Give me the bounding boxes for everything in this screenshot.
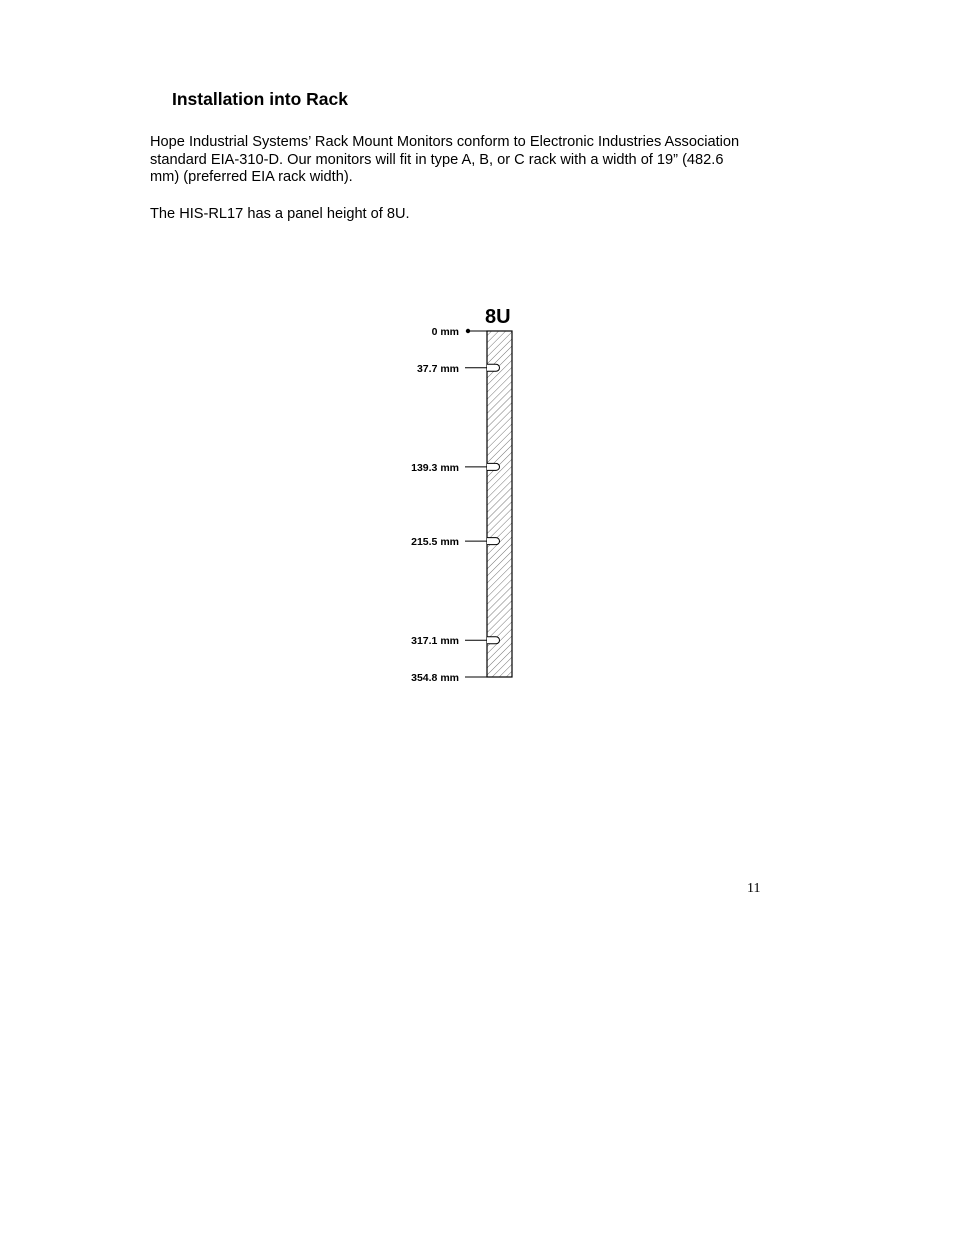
paragraph-line: Hope Industrial Systems’ Rack Mount Monitors conform to Electronic Industries Association: [150, 134, 740, 150]
intro-paragraph: [150, 134, 800, 187]
measurement-label: 317.1 mm: [411, 635, 459, 648]
measurement-label: 37.7 mm: [416, 362, 459, 375]
mounting-slot: [487, 364, 500, 371]
measurement-label: 139.3 mm: [411, 461, 459, 474]
mounting-slot: [487, 637, 500, 644]
panel-height-paragraph: The HIS-RL17 has a panel height of 8U.: [150, 206, 410, 222]
panel-body: [487, 331, 512, 677]
paragraph-line: mm) (preferred EIA rack width).: [150, 169, 353, 185]
measurement-label: 0 mm: [431, 326, 459, 338]
measurement-label: 215.5 mm: [411, 536, 459, 549]
section-heading: Installation into Rack: [172, 89, 348, 109]
page-number: 11: [747, 881, 761, 896]
measurement-label: 354.8 mm: [411, 672, 459, 684]
mounting-slot: [487, 463, 500, 470]
measurement-marks: [411, 326, 499, 684]
diagram-title: 8U: [485, 306, 511, 328]
panel-svg: [395, 300, 525, 690]
rack-panel-diagram: [395, 300, 525, 690]
paragraph-line: standard EIA-310-D. Our monitors will fit in type A, B, or C rack with a width of 19” (482.6: [150, 151, 724, 168]
mounting-slot: [487, 538, 500, 545]
